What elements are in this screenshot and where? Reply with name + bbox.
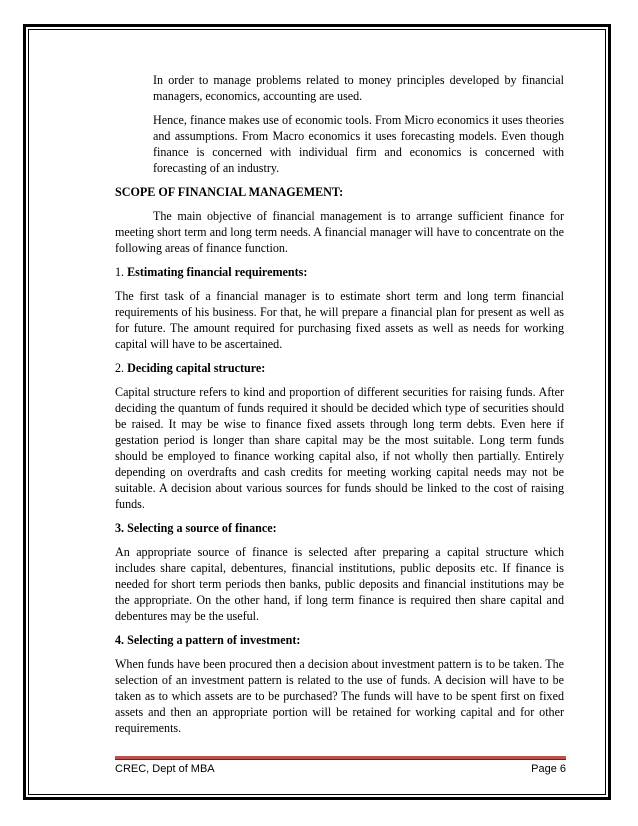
section-paragraph-4: When funds have been procured then a decision about investment pattern is to be taken. The selection of an investment pattern is related to the use of funds. A decision will have to be taken as to which assets are to be purchased? The funds will have to be spent first on fixed assets and then an appropriate portion will be retained for working capital and for other requirements.: [115, 657, 564, 735]
section-heading-3: [115, 520, 564, 536]
section-heading-2: [115, 360, 564, 376]
section-number-2: 2.: [115, 361, 128, 375]
footer-rule-dark: [115, 759, 566, 760]
section-heading-4: [115, 632, 564, 648]
footer-department: CREC, Dept of MBA: [115, 763, 215, 775]
intro-paragraph-1: In order to manage problems related to money principles developed by financial managers, economics, accounting are used.: [153, 73, 564, 103]
footer-page-number: Page 6: [531, 763, 566, 775]
section-number-1: 1.: [115, 265, 128, 279]
scope-heading: SCOPE OF FINANCIAL MANAGEMENT:: [115, 185, 344, 199]
section-title-4: 4. Selecting a pattern of investment:: [115, 633, 301, 647]
section-paragraph-2: Capital structure refers to kind and proportion of different securities for raising funds. After deciding the quantum of funds required it should be decided which type of securities should be raised. It may be wise to finance fixed assets through long term debts. Even here if gestation period is longer than share capital may be the most suitable. Long term funds should be employed to finance working capital also, if not wholly then partially. Entirely depending on overdrafts and cash credits for meeting working capital needs may not be suitable. A decision about various sources for funds should be linked to the cost of raising funds.: [115, 385, 564, 511]
page-footer: [115, 763, 566, 775]
page-content: [115, 72, 564, 744]
scope-paragraph: The main objective of financial management is to arrange sufficient finance for meeting short term and long term needs. A financial manager will have to concentrate on the following areas of finance function.: [115, 209, 564, 255]
intro-block: [115, 72, 564, 176]
intro-paragraph-2: Hence, finance makes use of economic tools. From Micro economics it uses theories and assumptions. From Macro economics it uses forecasting models. Even though finance is concerned with individual firm and economics is concerned with forecasting of an industry.: [153, 113, 564, 175]
section-title-1: Estimating financial requirements:: [127, 265, 308, 279]
section-paragraph-3: An appropriate source of finance is selected after preparing a capital structure which includes share capital, debentures, financial institutions, public deposits etc. If finance is needed for short term periods then banks, public deposits and financial institutions may be the appropriate. On the other hand, if long term finance is required then share capital and debentures may be the useful.: [115, 545, 564, 623]
section-title-3: 3. Selecting a source of finance:: [115, 521, 277, 535]
section-title-2: Deciding capital structure:: [127, 361, 266, 375]
section-heading-1: [115, 264, 564, 280]
section-paragraph-1: The first task of a financial manager is to estimate short term and long term financial requirements of his business. For that, he will prepare a financial plan for present as well as for future. The amount required for purchasing fixed assets as well as needs for working capital will have to be ascertained.: [115, 289, 564, 351]
